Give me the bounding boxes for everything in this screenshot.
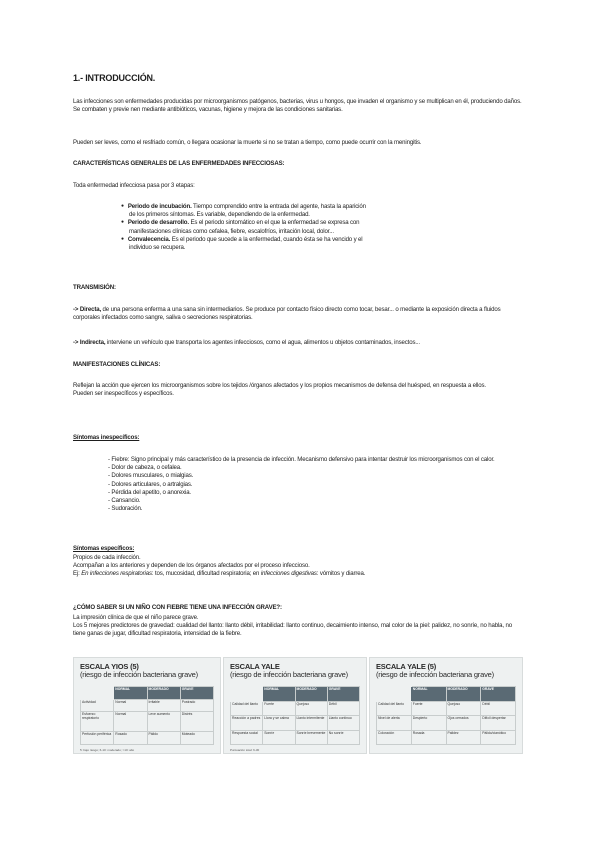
list-item: - Cansancio. [108, 497, 141, 505]
especificos-text: Propios de cada infección. Acompañan a los anteriores y dependen de los órganos afectados por el proceso infeccioso. Ej: En infecciones respiratorias: tos, mucosidad, dificultad respiratoria; en infecciones digestivas: vómitos y diarrea. [73, 554, 525, 579]
manifestaciones-text: Reflejan la acción que ejercen los microorganismos sobre los tejidos /órganos afectados y los propios mecanismos de defensa del huésped, en respuesta a ellos. Pueden ser inespecíficos y específicos. [73, 382, 486, 398]
stage-term: ● Periodo de desarrollo. [121, 219, 189, 226]
stage-list: ● Periodo de incubación. Tiempo comprendido entre la entrada del agente, hasta la aparición de los primeros síntomas. Es variable, dependiendo de la enfermedad. ● Periodo de desarrollo. Es el periodo sintomático en el que la enfermedad se expresa con manifestaciones clínicas como cefalea, fiebre, escalofríos, irritación local, dolor... ● Convalecencia. Es el periodo que sucede a la enfermedad, cuando ésta se ha vencido y el individuo se recupera. [121, 203, 405, 252]
list-item: - Sudoración. [108, 505, 143, 513]
intro-paragraph [73, 98, 525, 114]
table-row: Actividad Normal Irritable Postrado [81, 699, 214, 712]
scale-table: NORMAL MODERADO GRAVE Calidad del llanto Fuerte Quejoso Débil Reacción a padres Llora y se calma Llanto intermitente Llanto continuo Respuesta social Sonríe Sonríe brevemente No sonríe [230, 686, 360, 745]
image-subtitle: (riesgo de infección bacteriana grave) [80, 670, 198, 679]
scale-table: NORMAL MODERADO GRAVE Actividad Normal Irritable Postrado Esfuerzo respiratorio Normal Leve aumento Distrés Perfusión periférica Rosado Pálido Moteado [80, 686, 214, 745]
image-title: ESCALA YALE [230, 662, 280, 671]
table-row: Esfuerzo respiratorio Normal Leve aumento Distrés [81, 712, 214, 732]
image-subtitle: (riesgo de infección bacteriana grave) [376, 670, 494, 679]
scale-image-yale: ESCALA YALE (riesgo de infección bacteriana grave) NORMAL MODERADO GRAVE Calidad del llanto Fuerte Quejoso Débil Reacción a padres Llora y se calma Llanto intermitente Llanto continuo Respuesta social Sonríe Sonríe brevemente No sonríe Puntuación total: 6-30 [223, 657, 367, 754]
subheading-inespecificos: Síntomas inespecíficos: [73, 434, 140, 441]
section-heading-manifestaciones: MANIFESTACIONES CLÍNICAS: [73, 361, 161, 368]
intro-paragraph-2: Pueden ser leves, como el resfriado común, o llegara ocasionar la muerte si no se tratan a tiempo, como puede ocurrir con la meningitis. [73, 139, 422, 146]
intro-line-2: Se combaten y previe nen mediante antibióticos, vacunas, higiene y mejora de las condiciones sanitarias. [73, 106, 343, 114]
stage-term: ● Periodo de incubación. [121, 203, 192, 210]
page-title: 1.- INTRODUCCIÓN. [73, 73, 156, 83]
table-row: Perfusión periférica Rosado Pálido Moteado [81, 732, 214, 745]
table-row: Coloración Rosada Palidez Pálido/cianótico [377, 730, 516, 745]
inespecificos-list [108, 456, 500, 513]
table-row: Reacción a padres Llora y se calma Llanto intermitente Llanto continuo [231, 716, 360, 731]
section-heading-caracteristicas: CARACTERÍSTICAS GENERALES DE LAS ENFERMEDADES INFECCIOSAS: [73, 160, 285, 167]
list-item: - Dolores musculares, o mialgias. [108, 472, 194, 480]
stage-term: ● Convalecencia. [121, 236, 170, 243]
subheading-especificos: Síntomas específicos: [73, 545, 135, 552]
intro-line-1: Las infecciones son enfermedades producidas por microorganismos patógenos, bacterias, virus u hongos, que invaden el organismo y se multiplican en él, produciendo daños. [73, 98, 522, 105]
table-row: Nivel de alerta Despierto Ojos cerrados Difícil despertar [377, 716, 516, 731]
stage-item: ● Convalecencia. Es el periodo que sucede a la enfermedad, cuando ésta se ha vencido y el [121, 236, 405, 244]
image-title: ESCALA YIOS (5) [80, 662, 139, 671]
nino-text: La impresión clínica de que el niño parece grave. Los 5 mejores predictores de gravedad: cualidad del llanto: llanto débil, irritabilidad: llanto continuo, decaimiento intenso, mal color de la piel: palidez, no sonríe, no habla, no tiene ganas de jugar, dificultad respiratoria, intensidad de la fiebre. [73, 614, 512, 638]
especificos-example: Ej: En infecciones respiratorias: tos, mucosidad, dificultad respiratoria; en infecciones digestivas: vómitos y diarrea. [73, 570, 366, 578]
list-item: - Fiebre: Signo principal y más característico de la presencia de infección. Mecanismo defensivo para intentar destruir los microorganismos con el calor. [108, 456, 495, 463]
stage-item: ● Periodo de incubación. Tiempo comprendido entre la entrada del agente, hasta la aparición [121, 203, 405, 211]
list-item: - Dolores articulares, o artralgias. [108, 480, 193, 488]
scale-table: NORMAL MODERADO GRAVE Calidad del llanto Fuerte Quejoso Débil Nivel de alerta Despierto Ojos cerrados Difícil despertar Coloración Rosada Palidez Pálido/cianótico [376, 686, 516, 745]
table-row: Calidad del llanto Fuerte Quejoso Débil [231, 701, 360, 716]
transmision-directa: -> Directa, de una persona enferma a una sana sin intermediarios. Se produce por contacto físico directo como tocar, besar... o mediante la exposición directa a fluidos corporales infectados como sangre, saliva o secreciones respiratorias. [73, 306, 501, 322]
table-row: Respuesta social Sonríe Sonríe brevemente No sonríe [231, 730, 360, 745]
table-row: Calidad del llanto Fuerte Quejoso Débil [377, 701, 516, 716]
image-subtitle: (riesgo de infección bacteriana grave) [230, 670, 348, 679]
transmision-indirecta: -> Indirecta, interviene un vehículo que transporta los agentes infecciosos, como el agua, alimentos u objetos contaminados, insectos... [73, 339, 420, 346]
list-item: - Pérdida del apetito, o anorexia. [108, 488, 191, 496]
scale-image-yios: ESCALA YIOS (5) (riesgo de infección bacteriana grave) NORMAL MODERADO GRAVE Actividad Normal Irritable Postrado Esfuerzo respiratorio Normal Leve aumento Distrés Perfusión periférica Rosado Pálido Moteado 5: bajo riesgo; 6-10: moderado; >10: alto [73, 657, 221, 754]
image-title: ESCALA YALE (5) [376, 662, 437, 671]
caracteristicas-lead: Toda enfermedad infecciosa pasa por 3 etapas: [73, 182, 195, 189]
section-heading-transmision: TRANSMISIÓN: [73, 284, 116, 291]
list-item: - Dolor de cabeza, o cefalea. [108, 464, 182, 472]
scale-image-yale-5 [369, 657, 523, 754]
section-heading-nino: ¿CÓMO SABER SI UN NIÑO CON FIEBRE TIENE UNA INFECCIÓN GRAVE?: [73, 604, 282, 611]
stage-item: ● Periodo de desarrollo. Es el periodo sintomático en el que la enfermedad se expresa con [121, 219, 405, 227]
